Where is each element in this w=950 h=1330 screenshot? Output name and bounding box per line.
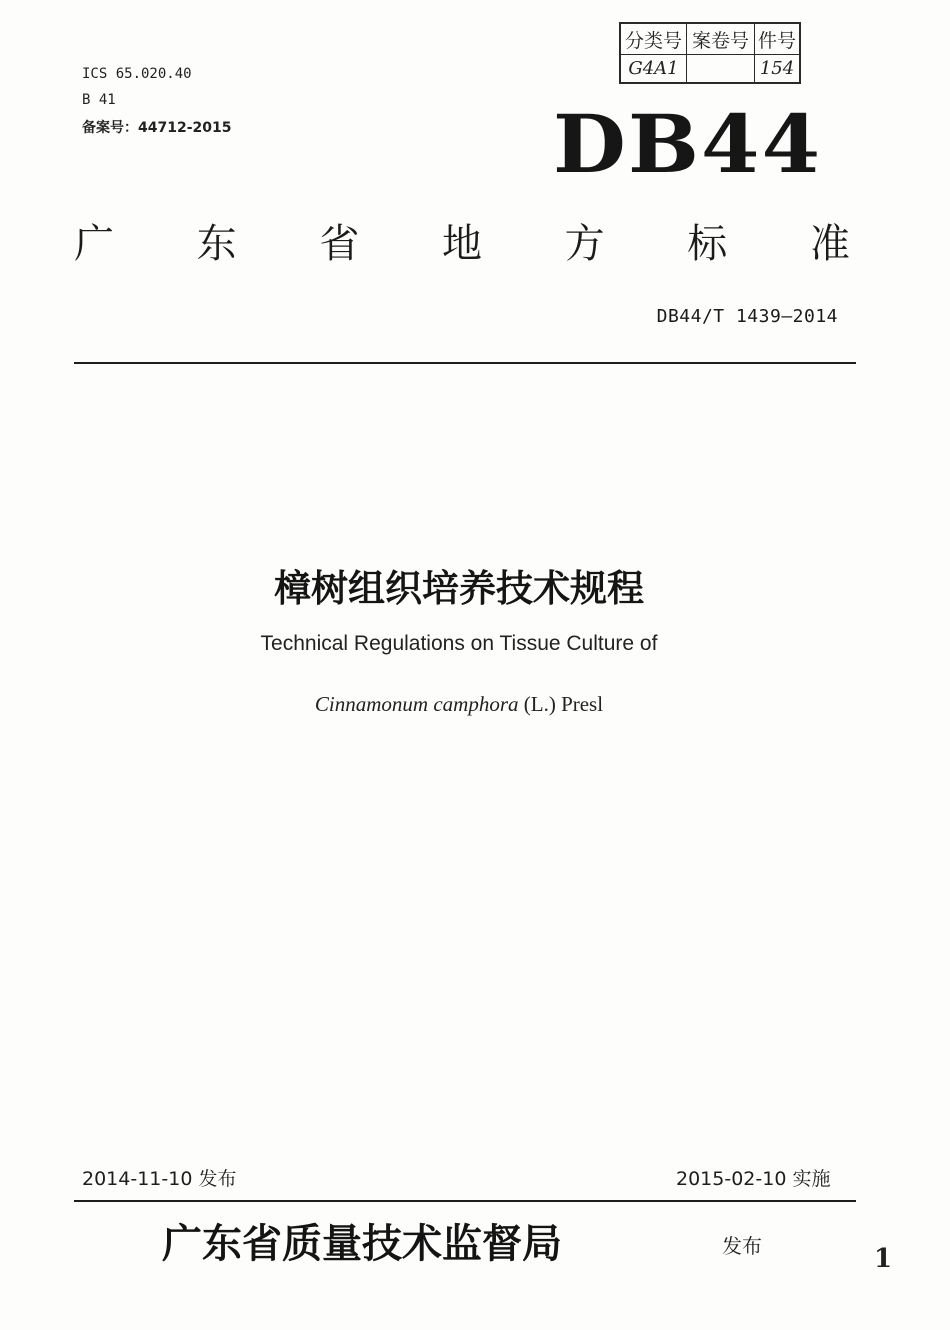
species-authority: (L.) Presl (518, 692, 604, 716)
header-char: 标 (687, 221, 728, 267)
stamp-value-file (687, 55, 755, 82)
header-char: 广 (74, 221, 114, 267)
archive-stamp-table (619, 22, 801, 84)
header-char: 准 (809, 221, 850, 267)
header-char: 地 (441, 221, 482, 267)
implementation-date: 2015-02-10 实施 (676, 1168, 831, 1190)
stamp-value-category: G4A1 (621, 55, 687, 82)
publisher-suffix: 发布 (722, 1234, 762, 1258)
stamp-value-item: 154 (759, 58, 795, 79)
publisher-name: 广东省质量技术监督局 (162, 1220, 562, 1267)
header-char: 省 (319, 221, 360, 267)
footer-divider (74, 1200, 856, 1202)
record-number: 备案号：44712-2015 (82, 120, 232, 136)
standard-category-header (74, 212, 850, 269)
issue-date: 2014-11-10 发布 (82, 1168, 237, 1190)
title-english-line2 (0, 692, 918, 717)
standard-number: DB44/T 1439—2014 (656, 306, 838, 327)
db44-logo: DB44 (553, 97, 823, 191)
header-char: 方 (564, 221, 605, 267)
ics-code: ICS 65.020.40 (82, 66, 192, 82)
header-divider (74, 362, 856, 364)
page-number: 1 (874, 1244, 893, 1274)
header-char: 东 (196, 221, 237, 267)
title-english-line1: Technical Regulations on Tissue Culture of (260, 632, 658, 655)
title-chinese: 樟树组织培养技术规程 (274, 567, 644, 610)
stamp-header-file: 案卷号 (687, 24, 755, 55)
stamp-header-item: 件号 (755, 24, 799, 55)
species-name: Cinnamonum camphora (314, 692, 519, 716)
stamp-header-category: 分类号 (621, 24, 687, 55)
ccs-code: B 41 (82, 92, 116, 108)
